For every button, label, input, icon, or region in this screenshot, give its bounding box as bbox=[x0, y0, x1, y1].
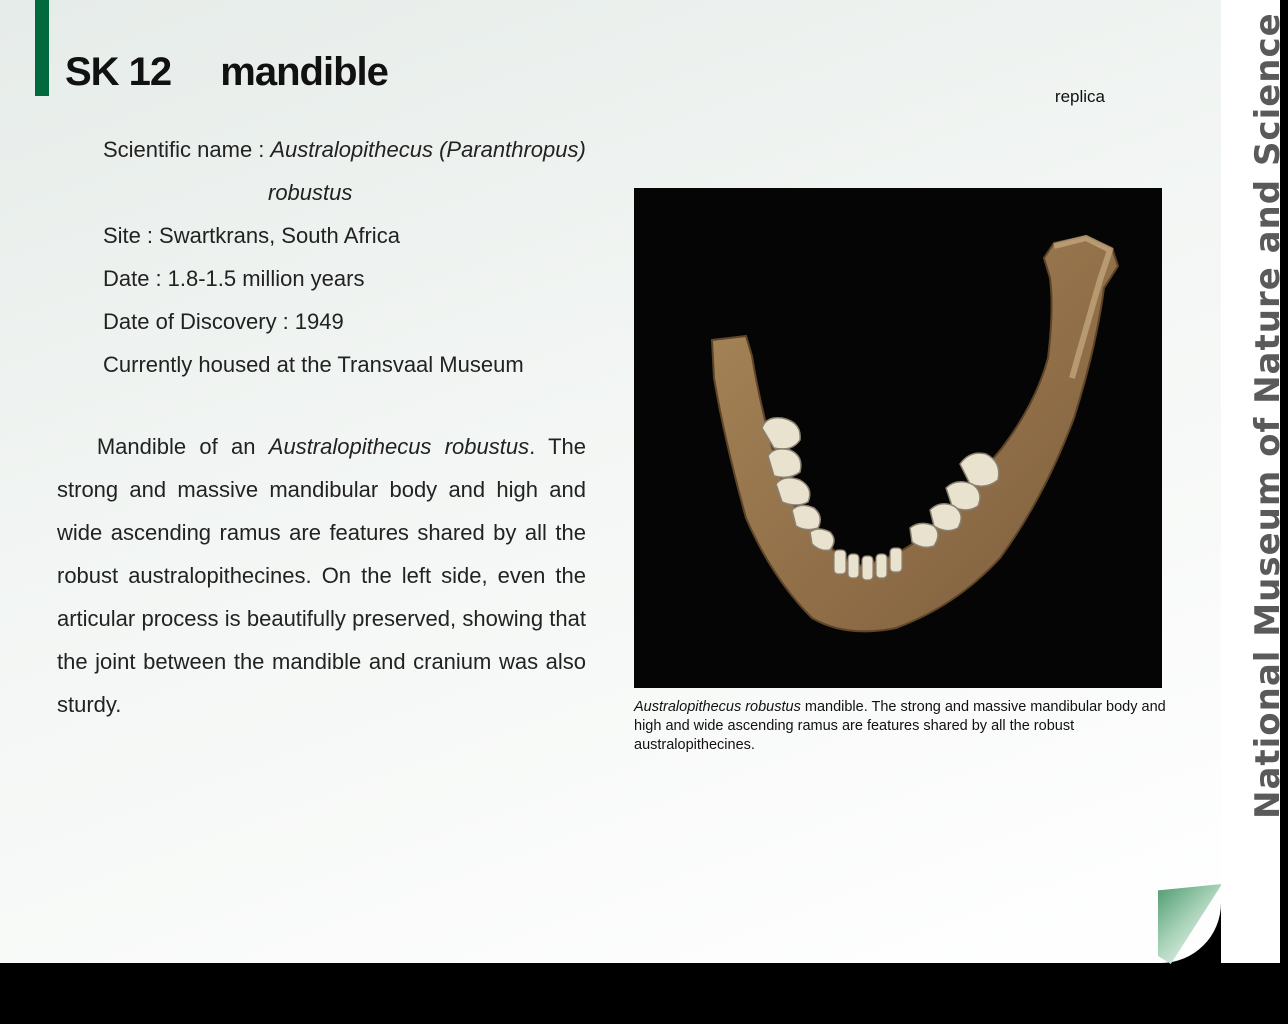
scientific-name-value: Australopithecus (Paranthropus) bbox=[270, 137, 586, 162]
site-row bbox=[103, 214, 586, 257]
date-label: Date bbox=[103, 266, 150, 291]
description-body: . The strong and massive mandibular body and high and wide ascending ramus are features shared by all the robust australopithecines. On the left side, even the articular process is beautifully preserved, showing that the joint between the mandible and cranium was also sturdy. bbox=[57, 434, 586, 717]
photo-caption bbox=[634, 698, 1174, 755]
housed-row bbox=[103, 343, 586, 386]
description-species: Australopithecus robustus bbox=[268, 434, 530, 459]
page-title: SK 12 mandible bbox=[65, 50, 388, 94]
title-accent-bar bbox=[35, 0, 49, 96]
caption-species: Australopithecus robustus bbox=[634, 699, 801, 715]
description-lead: Mandible of an bbox=[96, 434, 269, 459]
label-separator: : bbox=[155, 266, 162, 291]
scientific-name-row-continued bbox=[103, 171, 586, 214]
site-label: Site bbox=[103, 223, 141, 248]
discovery-value: 1949 bbox=[294, 309, 344, 334]
scientific-name-row bbox=[103, 128, 586, 171]
housed-text: Currently housed at the Transvaal Museum bbox=[103, 352, 524, 377]
museum-name: National Museum of Nature and Science bbox=[1248, 12, 1288, 819]
discovery-label: Date of Discovery bbox=[103, 309, 277, 334]
mandible-illustration bbox=[634, 188, 1162, 688]
page-curl-corner bbox=[1158, 884, 1222, 964]
scientific-name-value-continued: robustus bbox=[268, 180, 353, 205]
scientific-name-label: Scientific name bbox=[103, 137, 253, 162]
caption-text: mandible. The strong and massive mandibular body and high and wide ascending ramus are features shared by all the robust australopithecines. bbox=[634, 699, 1166, 753]
specimen-description bbox=[57, 425, 586, 726]
label-separator: : bbox=[258, 137, 265, 162]
site-value: Swartkrans, South Africa bbox=[159, 223, 400, 248]
mandible-photo bbox=[634, 188, 1162, 688]
specimen-info bbox=[103, 128, 586, 386]
discovery-row bbox=[103, 300, 586, 343]
label-separator: : bbox=[146, 223, 154, 248]
date-row bbox=[103, 257, 586, 300]
label-separator: : bbox=[282, 309, 289, 334]
replica-label: replica bbox=[1054, 87, 1105, 106]
date-value: 1.8-1.5 million years bbox=[167, 266, 365, 291]
